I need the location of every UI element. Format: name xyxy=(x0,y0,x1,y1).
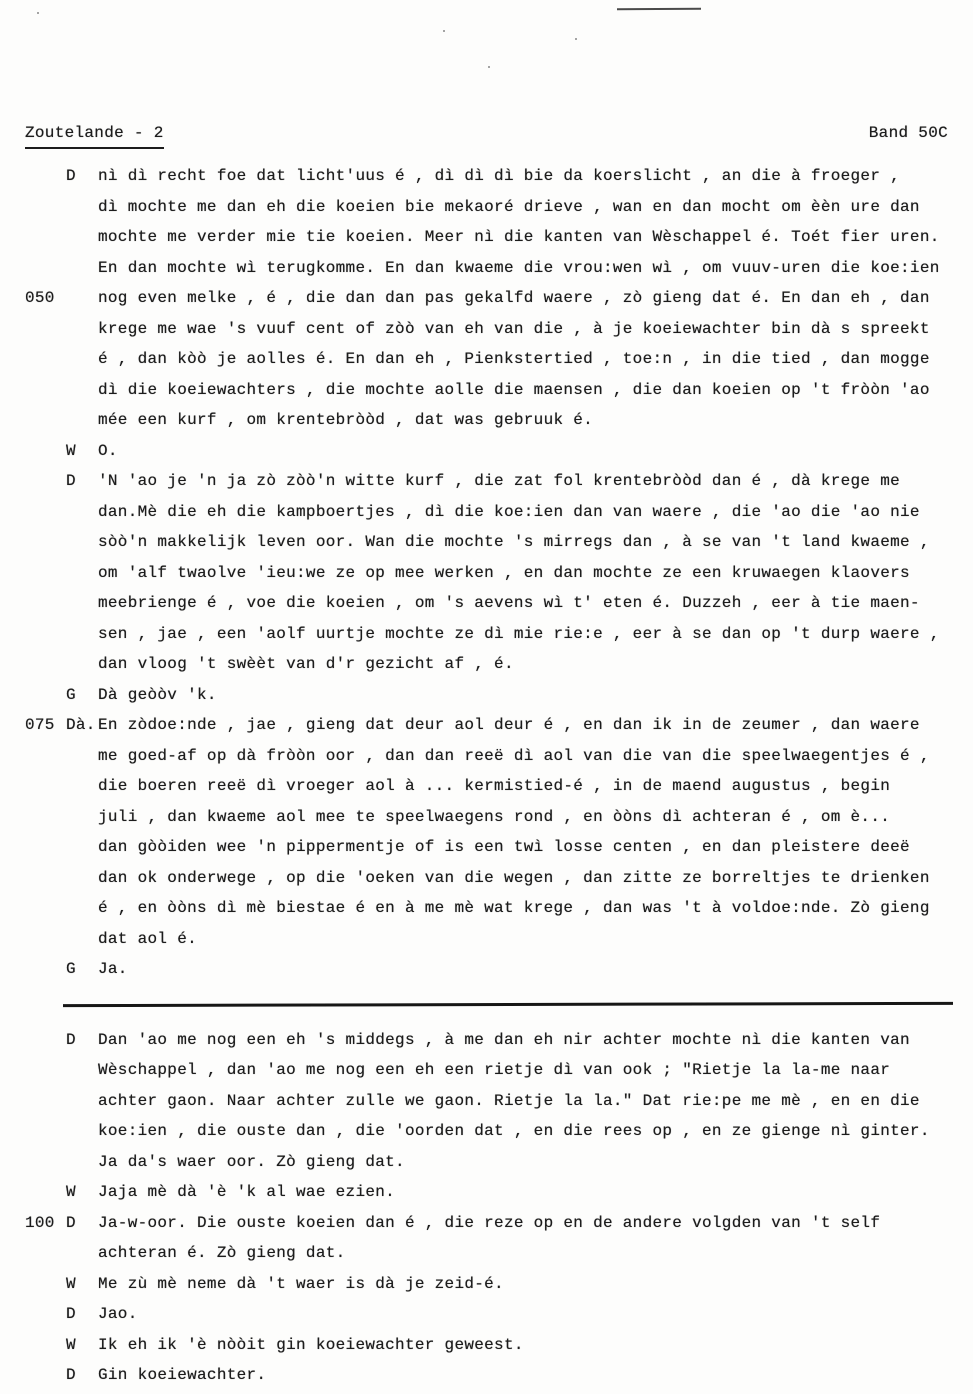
speaker-label xyxy=(66,344,98,375)
transcript-line xyxy=(25,1238,963,1269)
line-text: Me zù mè neme dà 't waer is dà je zeid-é. xyxy=(98,1274,504,1293)
line-number xyxy=(25,527,66,558)
speaker-label xyxy=(66,405,98,436)
line-text: Ja-w-oor. Die ouste koeien dan é , die reze op en de andere volgden van 't self xyxy=(98,1213,881,1232)
line-text: mée een kurf , om krentebròòd , dat was gebruuk é. xyxy=(98,411,594,429)
transcript-line xyxy=(25,863,963,894)
line-text: dat aol é. xyxy=(98,929,198,948)
line-text: é , dan kòò je aolles é. En dan eh , Pienkstertied , toe:n , in die tied , dan mogge xyxy=(98,350,930,368)
transcript-line xyxy=(25,466,963,497)
speaker-label xyxy=(66,588,98,619)
line-text: Ja. xyxy=(98,960,128,978)
speaker-label: D xyxy=(66,1213,76,1232)
transcript-line xyxy=(25,954,963,985)
line-number: 100 xyxy=(25,1213,55,1232)
line-number xyxy=(25,1360,66,1391)
transcript-line xyxy=(25,283,963,314)
line-text: sen , jae , een 'aolf uurtje mochte ze dì mie rie:e , eer à se dan op 't durp waere , xyxy=(98,624,940,643)
transcript-line xyxy=(25,161,963,192)
line-text: é , en òòns dì mè biestae é en à me mè wat krege , dan was 't à voldoe:nde. Zò gieng xyxy=(98,899,930,917)
line-number xyxy=(25,832,66,863)
line-text: Wèschappel , dan 'ao me nog een eh een rietje dì van ook ; "Rietje la la-me naar xyxy=(98,1061,891,1079)
line-number xyxy=(25,1116,66,1147)
transcript-line xyxy=(25,1086,963,1117)
line-number xyxy=(25,802,66,833)
line-number xyxy=(25,863,66,894)
scan-artifact-line xyxy=(617,8,701,10)
transcript-line xyxy=(25,1269,963,1300)
speaker-label xyxy=(66,802,98,833)
line-number xyxy=(25,893,66,924)
speaker-label: W xyxy=(66,1183,76,1201)
line-text: En dan mochte wì terugkomme. En dan kwaeme die vrou:wen wì , om vuuv-uren die koe:ien xyxy=(98,258,940,277)
line-text: dan.Mè die eh die kampboertjes , dì die koe:ien dan van waere , die 'ao die 'ao nie xyxy=(98,502,920,521)
speaker-label xyxy=(66,222,98,253)
line-text: dan gòòiden wee 'n pippermentje of is een twì losse centen , en dan pleistere deeë xyxy=(98,838,910,856)
line-number: 075 xyxy=(25,716,55,734)
transcript-line xyxy=(25,741,963,772)
line-number xyxy=(25,649,66,680)
line-number xyxy=(25,954,66,985)
transcript-line xyxy=(25,558,963,589)
speaker-label xyxy=(66,771,98,802)
line-text: dì mochte me dan eh die koeien bie mekaoré drieve , wan en dan mocht om èèn ure dan xyxy=(98,197,920,216)
line-number xyxy=(25,192,66,223)
line-text: achter gaon. Naar achter zulle we gaon. Rietje la la." Dat rie:pe me mè , en en die xyxy=(98,1091,920,1110)
line-text: Ik eh ik 'è nòòit gin koeiewachter geweest. xyxy=(98,1335,524,1354)
line-text: dì die koeiewachters , die mochte aolle die maensen , die dan koeien op 't fròòn 'ao xyxy=(98,380,930,399)
transcript-line xyxy=(25,344,963,375)
line-text: sòò'n makkelijk leven oor. Wan die mochte 's mirregs dan , à se van 't land kwaeme , xyxy=(98,533,930,551)
speaker-label xyxy=(66,619,98,650)
line-number xyxy=(25,741,66,772)
transcript-line xyxy=(25,1330,963,1361)
band-label: Band 50C xyxy=(868,124,948,142)
speaker-label: W xyxy=(66,1274,76,1293)
line-number xyxy=(25,253,66,284)
line-number xyxy=(25,314,66,345)
section-divider xyxy=(25,985,963,1025)
speaker-label xyxy=(66,1147,98,1178)
speaker-label: G xyxy=(66,685,76,704)
speaker-label xyxy=(66,1086,98,1117)
line-number xyxy=(25,497,66,528)
line-number xyxy=(25,375,66,406)
line-number xyxy=(25,619,66,650)
line-number xyxy=(25,588,66,619)
line-text: Jao. xyxy=(98,1305,138,1323)
line-text: krege me wae 's vuuf cent of zòò van eh van die , à je koeiewachter bin dà s spreekt xyxy=(98,319,930,338)
line-number xyxy=(25,466,66,497)
scan-speck xyxy=(443,30,445,32)
transcript-line xyxy=(25,588,963,619)
speaker-label: D xyxy=(66,472,76,490)
line-number xyxy=(25,680,66,711)
line-text: meebrienge é , voe die koeien , om 's aevens wì t' eten é. Duzzeh , eer à tie maen- xyxy=(98,594,920,612)
line-number xyxy=(25,1330,66,1361)
speaker-label xyxy=(66,527,98,558)
line-number xyxy=(25,1299,66,1330)
line-text: Jaja mè dà 'è 'k al wae ezien. xyxy=(98,1183,396,1201)
speaker-label xyxy=(66,497,98,528)
scan-speck xyxy=(488,66,490,68)
divider-rule xyxy=(63,1002,953,1007)
transcript-line xyxy=(25,192,963,223)
transcript xyxy=(25,161,963,1391)
transcript-line xyxy=(25,1055,963,1086)
line-text: dan vloog 't swèèt van d'r gezicht af , é. xyxy=(98,655,514,673)
line-number xyxy=(25,344,66,375)
line-number: 050 xyxy=(25,289,55,307)
line-text: O. xyxy=(98,441,118,460)
transcript-line xyxy=(25,497,963,528)
line-text: En zòdoe:nde , jae , gieng dat deur aol deur é , en dan ik in de zeumer , dan waere xyxy=(98,716,920,734)
line-text: om 'alf twaolve 'ieu:we ze op mee werken , en dan mochte ze een kruwaegen klaovers xyxy=(98,563,910,582)
speaker-label xyxy=(66,649,98,680)
speaker-label xyxy=(66,924,98,955)
transcript-line xyxy=(25,649,963,680)
transcript-line xyxy=(25,802,963,833)
speaker-label: W xyxy=(66,1335,76,1354)
document-title: Zoutelande - 2 xyxy=(25,121,164,149)
line-number xyxy=(25,1025,66,1056)
transcript-line xyxy=(25,375,963,406)
speaker-label xyxy=(66,1055,98,1086)
transcript-line xyxy=(25,924,963,955)
line-number xyxy=(25,1238,66,1269)
transcript-line xyxy=(25,1360,963,1391)
line-number xyxy=(25,222,66,253)
speaker-label: G xyxy=(66,960,76,978)
transcript-line xyxy=(25,436,963,467)
line-number xyxy=(25,161,66,192)
transcript-line xyxy=(25,1208,963,1239)
transcript-line xyxy=(25,1116,963,1147)
speaker-label xyxy=(66,253,98,284)
transcript-line xyxy=(25,680,963,711)
speaker-label xyxy=(66,558,98,589)
line-text: Dan 'ao me nog een eh 's middegs , à me dan eh nir achter mochte nì die kanten van xyxy=(98,1030,910,1049)
line-text: Dà geòòv 'k. xyxy=(98,685,217,704)
line-number xyxy=(25,1055,66,1086)
transcript-line xyxy=(25,619,963,650)
transcript-line xyxy=(25,253,963,284)
transcript-line xyxy=(25,1177,963,1208)
transcript-line xyxy=(25,832,963,863)
speaker-label: D xyxy=(66,1030,76,1049)
line-number xyxy=(25,1269,66,1300)
speaker-label: D xyxy=(66,1366,76,1384)
transcript-line xyxy=(25,1299,963,1330)
line-number xyxy=(25,924,66,955)
transcript-line xyxy=(25,710,963,741)
line-text: nog even melke , é , die dan dan pas gekalfd waere , zò gieng dat é. En dan eh , dan xyxy=(98,289,930,307)
speaker-label xyxy=(66,192,98,223)
line-text: die boeren reeë dì vroeger aol à ... kermistied-é , in de maend augustus , begin xyxy=(98,777,891,795)
transcript-line xyxy=(25,771,963,802)
transcript-line xyxy=(25,405,963,436)
line-text: achteran é. Zò gieng dat. xyxy=(98,1244,346,1262)
speaker-label xyxy=(66,283,98,314)
line-number xyxy=(25,1177,66,1208)
scan-speck xyxy=(37,12,39,14)
line-text: 'N 'ao je 'n ja zò zòò'n witte kurf , die zat fol krentebròòd dan é , dà krege me xyxy=(98,472,901,490)
line-number xyxy=(25,558,66,589)
speaker-label xyxy=(66,314,98,345)
speaker-label: D xyxy=(66,167,76,185)
line-text: koe:ien , die ouste dan , die 'oorden dat , en die rees op , en ze gienge nì ginter. xyxy=(98,1122,930,1140)
transcript-line xyxy=(25,1025,963,1056)
transcript-line xyxy=(25,222,963,253)
line-number xyxy=(25,1147,66,1178)
line-text: Ja da's waer oor. Zò gieng dat. xyxy=(98,1152,405,1171)
speaker-label xyxy=(66,741,98,772)
speaker-label: W xyxy=(66,441,76,460)
transcript-line xyxy=(25,527,963,558)
transcript-line xyxy=(25,1147,963,1178)
speaker-label xyxy=(66,375,98,406)
transcript-line xyxy=(25,314,963,345)
transcript-line xyxy=(25,893,963,924)
line-text: nì dì recht foe dat licht'uus é , dì dì dì bie da koerslicht , an die à froeger , xyxy=(98,167,901,185)
line-text: me goed-af op dà fròòn oor , dan dan reeë dì aol van die van die speelwaegentjes é , xyxy=(98,746,930,765)
line-number xyxy=(25,1086,66,1117)
line-text: mochte me verder mie tie koeien. Meer nì die kanten van Wèschappel é. Toét fier uren. xyxy=(98,228,940,246)
page-header xyxy=(25,121,948,149)
speaker-label xyxy=(66,893,98,924)
speaker-label xyxy=(66,1116,98,1147)
speaker-label: D xyxy=(66,1305,76,1323)
line-number xyxy=(25,771,66,802)
scan-speck xyxy=(575,38,577,40)
line-number xyxy=(25,436,66,467)
speaker-label: Dà. xyxy=(66,716,96,734)
line-text: dan ok onderwege , op die 'oeken van die wegen , dan zitte ze borreltjes te drienken xyxy=(98,868,930,887)
line-number xyxy=(25,405,66,436)
speaker-label xyxy=(66,863,98,894)
line-text: Gin koeiewachter. xyxy=(98,1366,267,1384)
speaker-label xyxy=(66,832,98,863)
speaker-label xyxy=(66,1238,98,1269)
line-text: juli , dan kwaeme aol mee te speelwaegens rond , en òòns dì achteran é , om è... xyxy=(98,807,891,826)
